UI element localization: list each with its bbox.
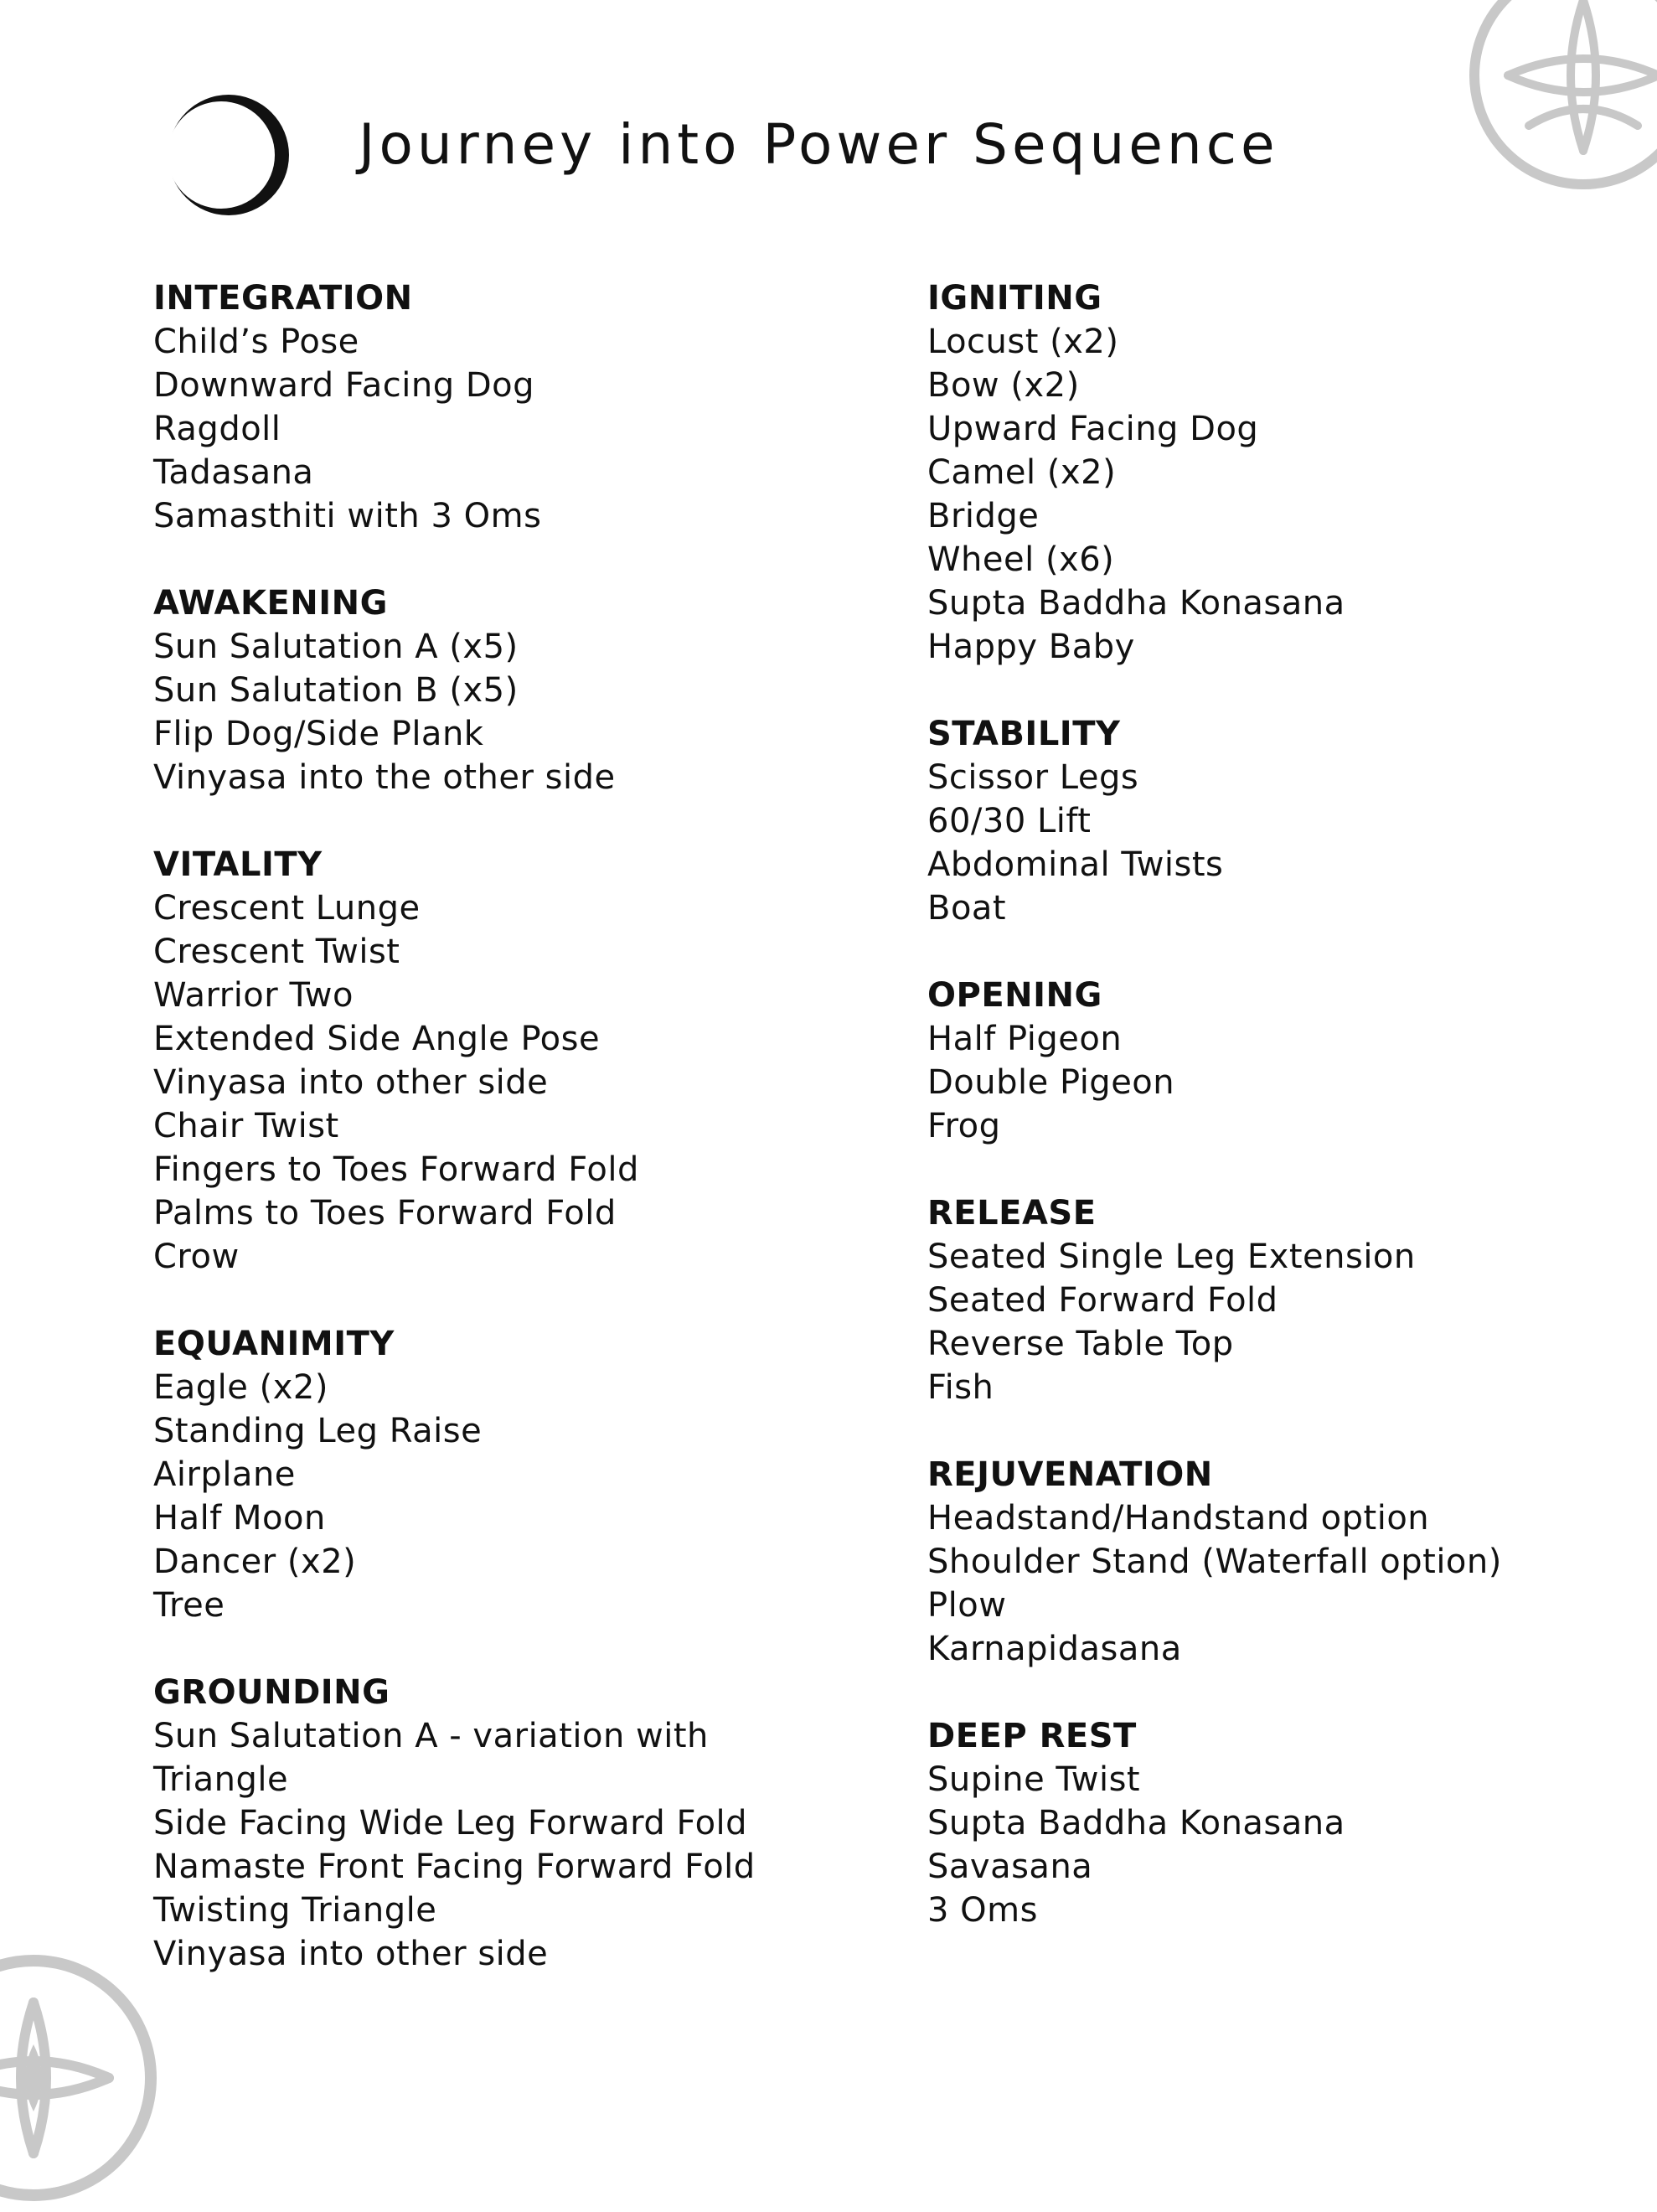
pose-item: Namaste Front Facing Forward Fold <box>153 1848 756 1886</box>
pose-item: Warrior Two <box>153 976 354 1015</box>
pose-item: Vinyasa into other side <box>153 1935 549 1973</box>
right-column <box>927 276 1631 1976</box>
pose-item: Half Moon <box>153 1499 326 1538</box>
pose-item: Abdominal Twists <box>927 845 1224 884</box>
pose-item: Flip Dog/Side Plank <box>153 715 484 753</box>
pose-item: Karnapidasana <box>927 1630 1182 1668</box>
pose-item: Sun Salutation A (x5) <box>153 628 519 666</box>
pose-item: Reverse Table Top <box>927 1325 1234 1363</box>
pose-item: Airplane <box>153 1455 296 1494</box>
pose-item: Supta Baddha Konasana <box>927 584 1345 623</box>
section-equanimity <box>153 1322 874 1627</box>
pose-item: Chair Twist <box>153 1107 339 1145</box>
pose-item: Extended Side Angle Pose <box>153 1020 601 1058</box>
pose-item: Fish <box>927 1368 994 1407</box>
pose-item: Triangle <box>153 1760 289 1799</box>
pose-item: 60/30 Lift <box>927 802 1092 840</box>
pose-item: Child’s Pose <box>153 323 359 361</box>
section-heading: DEEP REST <box>927 1717 1137 1755</box>
section-awakening <box>153 581 874 799</box>
pose-item: Plow <box>927 1586 1007 1625</box>
pose-item: Half Pigeon <box>927 1020 1123 1058</box>
section-deep-rest <box>927 1714 1631 1932</box>
pose-item: Crow <box>153 1238 240 1276</box>
pose-item: Camel (x2) <box>927 453 1117 492</box>
section-rejuvenation <box>927 1453 1631 1671</box>
section-stability <box>927 712 1631 930</box>
pose-item: Eagle (x2) <box>153 1368 328 1407</box>
pose-item: Upward Facing Dog <box>927 410 1259 448</box>
pose-item: Locust (x2) <box>927 323 1119 361</box>
pose-item: Fingers to Toes Forward Fold <box>153 1150 639 1189</box>
circle-ornament-icon <box>1458 0 1657 201</box>
section-heading: STABILITY <box>927 715 1121 753</box>
pose-item: Bridge <box>927 497 1040 535</box>
pose-item: Bow (x2) <box>927 366 1080 405</box>
section-grounding <box>153 1671 874 1976</box>
pose-item: Samasthiti with 3 Oms <box>153 497 542 535</box>
pose-item: Shoulder Stand (Waterfall option) <box>927 1543 1502 1581</box>
pose-item: Happy Baby <box>927 628 1135 666</box>
section-heading: REJUVENATION <box>927 1455 1213 1494</box>
pose-item: Crescent Twist <box>153 933 400 971</box>
pose-item: Tadasana <box>153 453 314 492</box>
pose-item: Wheel (x6) <box>927 540 1115 579</box>
section-igniting <box>927 276 1631 669</box>
pose-item: Sun Salutation B (x5) <box>153 671 519 710</box>
pose-item: Side Facing Wide Leg Forward Fold <box>153 1804 748 1842</box>
pose-item: Scissor Legs <box>927 758 1139 797</box>
pose-item: Headstand/Handstand option <box>927 1499 1430 1538</box>
section-heading: RELEASE <box>927 1194 1097 1233</box>
pose-item: Boat <box>927 889 1007 928</box>
pose-item: Twisting Triangle <box>153 1891 437 1930</box>
pose-item: Downward Facing Dog <box>153 366 534 405</box>
pose-item: Double Pigeon <box>927 1063 1175 1102</box>
section-heading: EQUANIMITY <box>153 1325 395 1363</box>
section-heading: VITALITY <box>153 845 323 884</box>
left-column <box>153 276 874 2019</box>
section-vitality <box>153 843 874 1279</box>
pose-item: 3 Oms <box>927 1891 1038 1930</box>
section-heading: AWAKENING <box>153 584 388 623</box>
pose-item: Vinyasa into other side <box>153 1063 549 1102</box>
pose-item: Supta Baddha Konasana <box>927 1804 1345 1842</box>
pose-item: Dancer (x2) <box>153 1543 357 1581</box>
pose-item: Savasana <box>927 1848 1093 1886</box>
section-heading: INTEGRATION <box>153 279 413 318</box>
pose-item: Vinyasa into the other side <box>153 758 616 797</box>
pose-item: Standing Leg Raise <box>153 1412 483 1450</box>
section-integration <box>153 276 874 538</box>
pose-item: Palms to Toes Forward Fold <box>153 1194 617 1233</box>
page-title: Journey into Power Sequence <box>359 112 1279 177</box>
crescent-moon-icon <box>166 92 292 218</box>
pose-item: Seated Forward Fold <box>927 1281 1278 1320</box>
pose-item: Frog <box>927 1107 1001 1145</box>
section-release <box>927 1191 1631 1409</box>
section-heading: GROUNDING <box>153 1673 390 1712</box>
pose-item: Sun Salutation A - variation with <box>153 1717 709 1755</box>
pose-item: Tree <box>153 1586 225 1625</box>
pose-item: Supine Twist <box>927 1760 1141 1799</box>
pose-item: Seated Single Leg Extension <box>927 1238 1416 1276</box>
pose-item: Crescent Lunge <box>153 889 421 928</box>
circle-ornament-icon <box>0 1944 168 2212</box>
pose-item: Ragdoll <box>153 410 281 448</box>
section-heading: IGNITING <box>927 279 1102 318</box>
section-opening <box>927 974 1631 1148</box>
section-heading: OPENING <box>927 976 1102 1015</box>
